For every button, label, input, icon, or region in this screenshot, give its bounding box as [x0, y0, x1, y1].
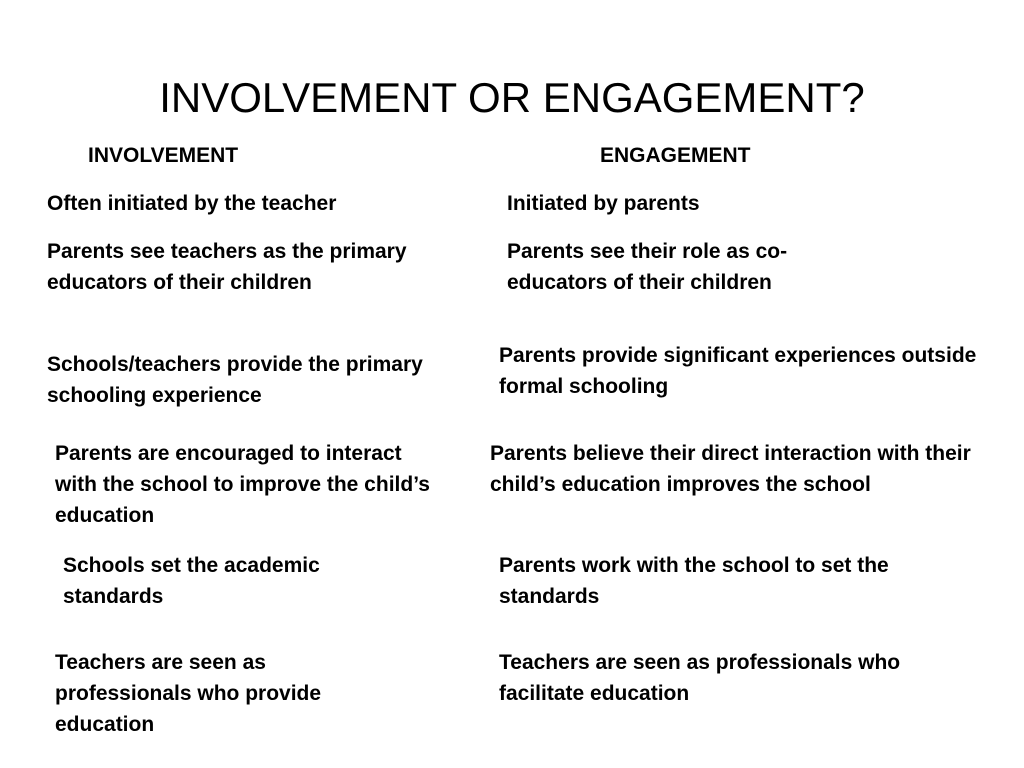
engagement-item: Parents provide significant experiences outside formal schooling — [499, 344, 977, 398]
involvement-item: Parents see teachers as the primary educators of their children — [47, 240, 407, 294]
slide-title: INVOLVEMENT OR ENGAGEMENT? — [159, 74, 865, 121]
involvement-heading: INVOLVEMENT — [88, 144, 239, 167]
involvement-item: Teachers are seen as professionals who provide education — [55, 651, 322, 736]
involvement-item: Parents are encouraged to interact with the school to improve the child’s education — [55, 442, 430, 527]
engagement-item: Teachers are seen as professionals who facilitate education — [499, 651, 901, 705]
engagement-item: Parents believe their direct interaction with their child’s education improves the school — [490, 442, 971, 496]
engagement-item: Parents work with the school to set the standards — [499, 554, 889, 608]
involvement-item: Schools/teachers provide the primary schooling experience — [47, 353, 423, 407]
involvement-item: Often initiated by the teacher — [47, 192, 337, 215]
engagement-item: Initiated by parents — [507, 192, 700, 215]
engagement-item: Parents see their role as co-educators of their children — [507, 240, 788, 294]
engagement-heading: ENGAGEMENT — [600, 144, 751, 167]
involvement-item: Schools set the academic standards — [63, 554, 320, 608]
